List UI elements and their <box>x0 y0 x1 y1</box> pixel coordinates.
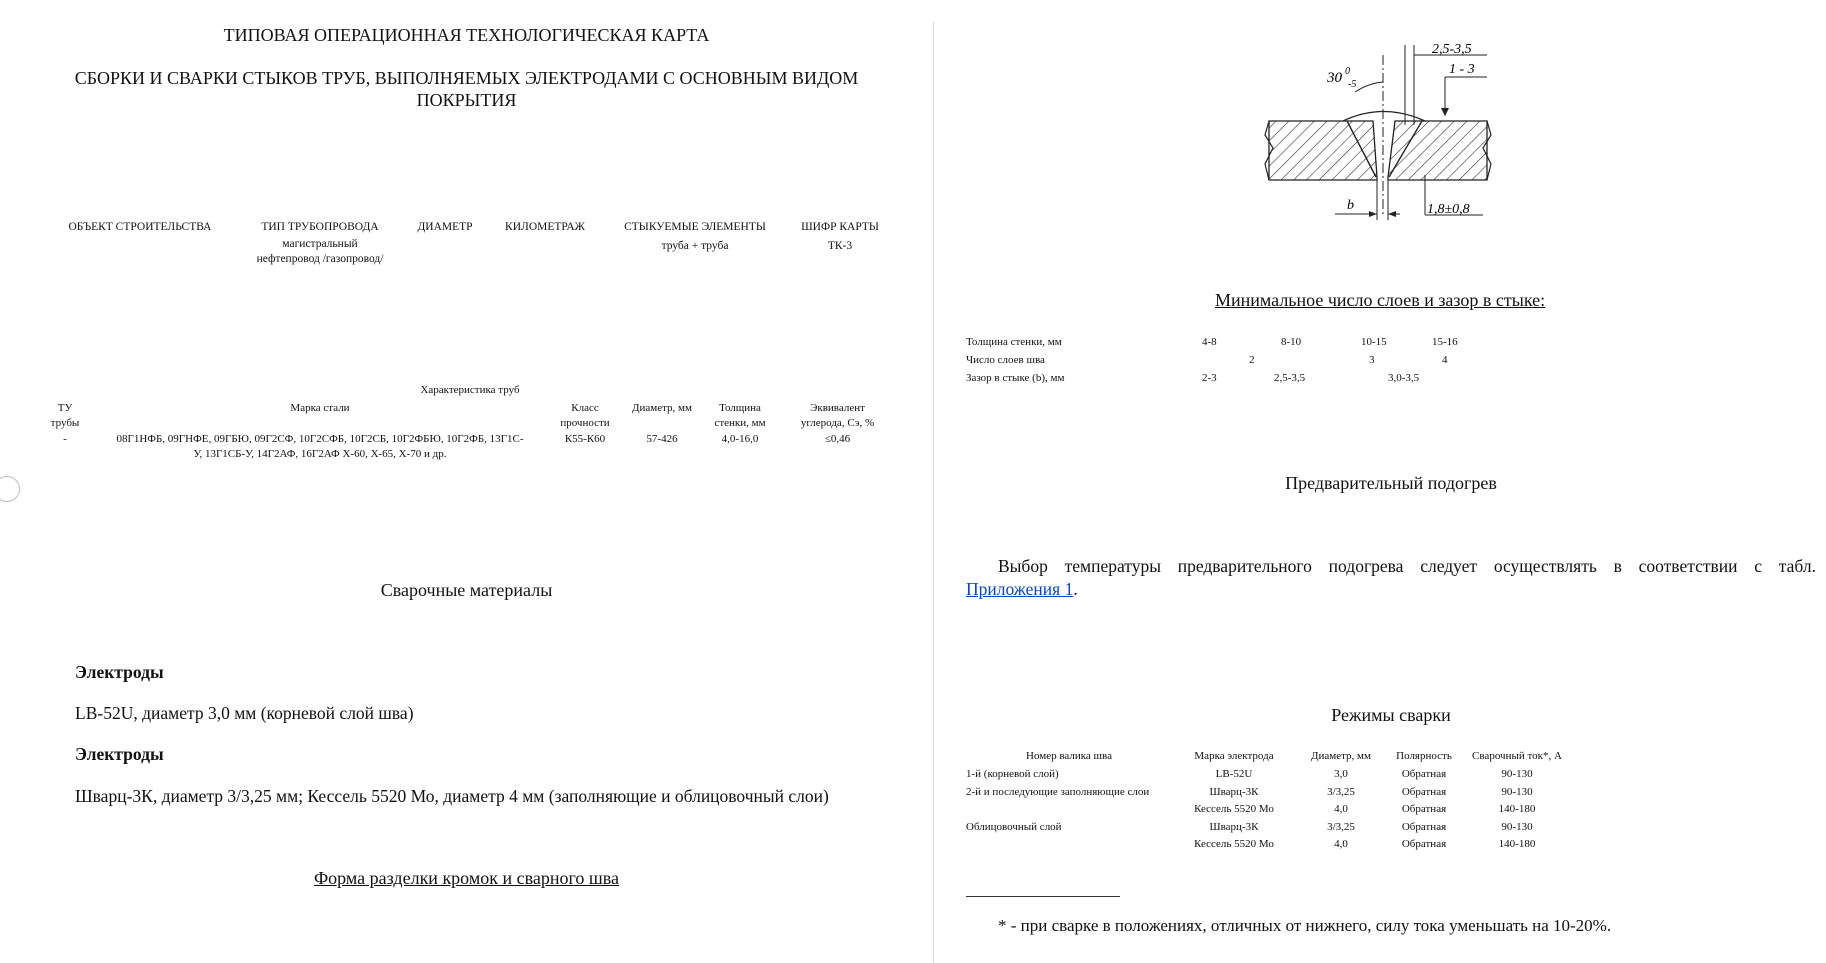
left-plate <box>1269 121 1377 180</box>
gap-value-3: 3,0-3,5 <box>1388 372 1420 384</box>
pipe-col-tu-2: трубы <box>50 417 80 429</box>
footnote: * - при сварке в положениях, отличных от нижнего, силу тока уменьшать на 10-20%. <box>998 916 1612 935</box>
info-pipeline-type-2: нефтепровод /газопровод/ <box>256 253 384 265</box>
mode-cell-diameter: 3,0 <box>1334 768 1348 780</box>
modes-header-polarity: Полярность <box>1396 750 1452 762</box>
modes-header-current: Сварочный ток*, А <box>1472 750 1562 762</box>
page-nav-control[interactable] <box>0 476 20 502</box>
mode-cell-polarity: Обратная <box>1401 785 1447 798</box>
pipe-row-class: К55-К60 <box>564 433 606 445</box>
info-header-km: КИЛОМЕТРАЖ <box>505 221 585 233</box>
layers-value-2: 3 <box>1369 354 1375 366</box>
weld-joint-diagram <box>1255 40 1515 220</box>
mode-cell-polarity: Обратная <box>1401 768 1447 780</box>
electrodes2-text: Шварц-3К, диаметр 3/3,25 мм; Кессель 5520 Мо, диаметр 4 мм (заполняющие и облицовочный слои) <box>75 786 829 806</box>
mode-cell-current: 140-180 <box>1498 838 1536 850</box>
preheat-link-line <box>966 579 1078 600</box>
mode-cell-brand: Шварц-3К <box>1209 820 1259 833</box>
angle-label: 30 <box>1327 70 1342 86</box>
pipe-row-diam: 57-426 <box>646 433 678 445</box>
pipe-row-steel-1: 08Г1НФБ, 09ГНФЕ, 09ГБЮ, 09Г2СФ, 10Г2СФБ, 10Г2СБ, 10Г2ФБЮ, 10Г2ФБ, 13Г1С- <box>116 433 524 445</box>
svg-text:0: 0 <box>1345 66 1350 77</box>
mode-cell-brand: Шварц-3К <box>1209 785 1259 798</box>
pipe-col-class-1: Класс <box>571 402 599 414</box>
pipe-col-diam: Диаметр, мм <box>632 402 692 414</box>
layers-row-wall-label: Толщина стенки, мм <box>966 336 1062 348</box>
layers-value-1: 2 <box>1249 354 1255 366</box>
preheat-period: . <box>1073 579 1078 599</box>
gap-value-2: 2,5-3,5 <box>1274 372 1306 384</box>
pipe-row-steel-2: У, 13Г1СБ-У, 14Г2АФ, 16Г2АФ Х-60, Х-65, Х-70 и др. <box>193 448 447 460</box>
doc-title-line3: ПОКРЫТИЯ <box>416 90 517 110</box>
mode-cell-bead: Облицовочный слой <box>966 820 1062 833</box>
mode-cell-diameter: 3/3,25 <box>1327 820 1355 833</box>
info-header-pipeline-type: ТИП ТРУБОПРОВОДА <box>261 221 379 233</box>
pipe-col-wall-2: стенки, мм <box>714 417 766 429</box>
electrodes2-label: Электроды <box>75 744 164 764</box>
pipe-chars-title: Характеристика труб <box>420 384 520 396</box>
mode-cell-current: 90-130 <box>1501 820 1533 833</box>
modes-header-diameter: Диаметр, мм <box>1311 750 1371 762</box>
wall-value-1: 4-8 <box>1202 336 1217 348</box>
modes-header-brand: Марка электрода <box>1194 750 1274 762</box>
footnote-rule <box>966 896 1120 897</box>
pipe-row-wall: 4,0-16,0 <box>721 433 759 445</box>
doc-title-line2: СБОРКИ И СВАРКИ СТЫКОВ ТРУБ, ВЫПОЛНЯЕМЫХ ЭЛЕКТРОДАМИ С ОСНОВНЫМ ВИДОМ <box>74 68 859 88</box>
mode-cell-brand: Кессель 5520 Мо <box>1194 803 1274 815</box>
mode-cell-bead: 1-й (корневой слой) <box>966 768 1059 780</box>
mode-cell-polarity: Обратная <box>1401 820 1447 833</box>
mode-cell-diameter: 4,0 <box>1334 838 1348 850</box>
mode-cell-polarity: Обратная <box>1401 803 1447 815</box>
modes-title: Режимы сварки <box>1331 705 1451 725</box>
pipe-col-wall-1: Толщина <box>719 402 761 414</box>
pipe-col-class-2: прочности <box>560 417 610 429</box>
layers-title: Минимальное число слоев и зазор в стыке: <box>1215 290 1546 310</box>
mode-cell-brand: LB-52U <box>1215 768 1253 780</box>
wall-value-4: 15-16 <box>1432 336 1458 348</box>
dim-reinf-label: 1 - 3 <box>1449 62 1475 77</box>
mode-cell-brand: Кессель 5520 Мо <box>1194 838 1274 850</box>
pipe-row-tu: - <box>63 433 67 445</box>
mode-cell-diameter: 4,0 <box>1334 803 1348 815</box>
page-divider <box>933 22 934 963</box>
layers-row-count-label: Число слоев шва <box>966 354 1045 366</box>
info-header-card: ШИФР КАРТЫ <box>801 221 879 233</box>
gap-label: b <box>1347 198 1354 213</box>
pipe-col-steel: Марка стали <box>290 402 350 414</box>
materials-title: Сварочные материалы <box>380 580 553 600</box>
electrodes1-text: LB-52U, диаметр 3,0 мм (корневой слой шва) <box>75 703 414 723</box>
wall-value-3: 10-15 <box>1361 336 1387 348</box>
info-header-diameter: ДИАМЕТР <box>417 221 473 233</box>
info-card-code: ТК-3 <box>827 240 853 252</box>
pipe-col-eq-1: Эквивалент <box>810 402 865 414</box>
pipe-col-eq-2: углерода, Сэ, % <box>800 417 875 429</box>
dim-top-label: 2,5-3,5 <box>1432 42 1472 57</box>
layers-row-gap-label: Зазор в стыке (b), мм <box>966 372 1065 384</box>
mode-cell-current: 90-130 <box>1501 785 1533 798</box>
electrodes1-label: Электроды <box>75 662 164 682</box>
pipe-col-tu-1: ТУ <box>57 402 73 414</box>
appendix-link[interactable]: Приложения 1 <box>966 579 1074 599</box>
mode-cell-polarity: Обратная <box>1401 838 1447 850</box>
info-pipeline-type-1: магистральный <box>282 238 358 250</box>
doc-title-line1: ТИПОВАЯ ОПЕРАЦИОННАЯ ТЕХНОЛОГИЧЕСКАЯ КАРТА <box>223 25 710 45</box>
pipe-row-eq: ≤0,46 <box>824 433 851 445</box>
mode-cell-bead: 2-й и последующие заполняющие слои <box>966 785 1150 798</box>
angle-tolerance: -5 <box>1348 79 1357 90</box>
preheat-title: Предварительный подогрев <box>1285 473 1497 493</box>
wall-value-2: 8-10 <box>1281 336 1302 348</box>
info-elements: труба + труба <box>661 240 729 252</box>
modes-header-bead: Номер валика шва <box>1026 750 1112 762</box>
gap-value-1: 2-3 <box>1202 372 1217 384</box>
mode-cell-current: 140-180 <box>1498 803 1536 815</box>
layers-value-3: 4 <box>1442 354 1448 366</box>
mode-cell-current: 90-130 <box>1501 768 1533 780</box>
preheat-text: Выбор температуры предварительного подогрева следует осуществлять в соответствии с табл. <box>998 556 1816 576</box>
mode-cell-diameter: 3/3,25 <box>1327 785 1355 798</box>
info-header-elements: СТЫКУЕМЫЕ ЭЛЕМЕНТЫ <box>624 221 766 233</box>
form-title: Форма разделки кромок и сварного шва <box>313 868 620 888</box>
root-dim-label: 1,8±0,8 <box>1427 202 1470 217</box>
info-header-object: ОБЪЕКТ СТРОИТЕЛЬСТВА <box>68 221 212 233</box>
